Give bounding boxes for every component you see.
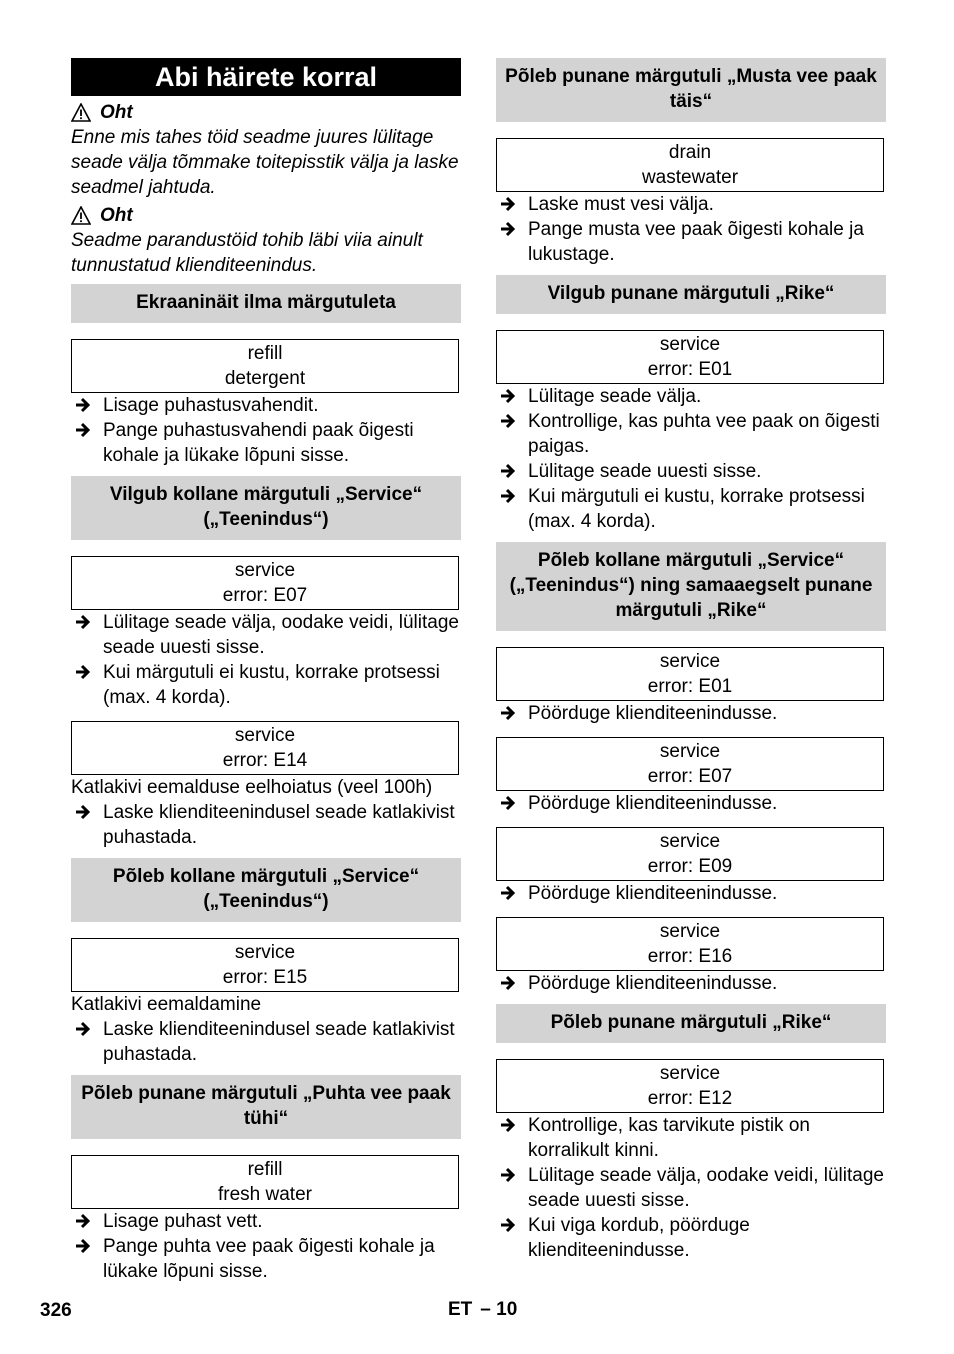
step-text: Kui märgutuli ei kustu, korrake protsessi (max. 4 korda).: [528, 486, 865, 532]
arrow-right-icon: [499, 885, 517, 901]
step-item: [71, 1209, 461, 1234]
arrow-right-icon: [499, 1167, 517, 1183]
step-item: [496, 701, 886, 726]
step-item: [71, 610, 461, 660]
step-text: Laske must vesi välja.: [528, 194, 714, 215]
warning-heading: [71, 100, 461, 125]
step-item: [71, 1017, 461, 1067]
display-line: service: [659, 741, 721, 762]
warning-heading: [71, 203, 461, 228]
display-line: error: E14: [222, 750, 308, 771]
step-text: Lülitage seade välja, oodake veidi, lülitage seade uuesti sisse.: [103, 612, 459, 658]
step-item: [71, 1234, 461, 1284]
arrow-right-icon: [74, 397, 92, 413]
step-text: Pöörduge klienditeenindusse.: [528, 793, 778, 814]
display-message-box: [496, 138, 884, 192]
step-text: Laske klienditeenindusel seade katlakivist puhastada.: [103, 802, 455, 848]
display-line: service: [234, 942, 296, 963]
display-message-box: [496, 1059, 884, 1113]
display-line: service: [659, 651, 721, 672]
display-line: service: [659, 831, 721, 852]
display-line: error: E07: [222, 585, 308, 606]
display-message-box: [71, 556, 459, 610]
step-text: Lülitage seade välja, oodake veidi, lülitage seade uuesti sisse.: [528, 1165, 884, 1211]
arrow-right-icon: [74, 1213, 92, 1229]
arrow-right-icon: [499, 463, 517, 479]
section-heading: Põleb punane märgutuli „Puhta vee paak tühi“: [71, 1075, 461, 1139]
display-line: fresh water: [218, 1184, 312, 1205]
step-item: [71, 660, 461, 710]
step-text: Pange puhta vee paak õigesti kohale ja lükake lõpuni sisse.: [103, 1236, 435, 1282]
warning-block: [71, 100, 461, 278]
arrow-right-icon: [499, 488, 517, 504]
step-item: [496, 384, 886, 409]
step-list: [496, 1113, 886, 1263]
step-text: Kontrollige, kas puhta vee paak on õigesti paigas.: [528, 411, 880, 457]
step-item: [71, 393, 461, 418]
display-message-box: [496, 647, 884, 701]
display-line: error: E07: [647, 766, 733, 787]
section-heading: Põleb kollane märgutuli „Service“ („Teenindus“) ning samaaegselt punane märgutuli „Rike“: [496, 542, 886, 631]
step-list: [71, 610, 461, 710]
step-text: Kui märgutuli ei kustu, korrake protsessi (max. 4 korda).: [103, 662, 440, 708]
step-list: [496, 881, 886, 906]
step-list: [496, 971, 886, 996]
left-column: [71, 58, 461, 1284]
step-text: Lülitage seade uuesti sisse.: [528, 461, 762, 482]
section-heading: Põleb punane märgutuli „Musta vee paak täis“: [496, 58, 886, 122]
arrow-right-icon: [74, 422, 92, 438]
step-list: [71, 1017, 461, 1067]
step-item: [496, 484, 886, 534]
step-list: [71, 1209, 461, 1284]
step-list: [496, 384, 886, 534]
step-item: [496, 459, 886, 484]
display-message-box: [71, 938, 459, 992]
warning-label: Oht: [100, 205, 133, 226]
step-text: Lülitage seade välja.: [528, 386, 702, 407]
arrow-right-icon: [499, 196, 517, 212]
section-heading: Ekraaninäit ilma märgutuleta: [71, 284, 461, 323]
step-list: [496, 192, 886, 267]
display-message-box: [496, 827, 884, 881]
footer-language: [448, 1297, 517, 1322]
step-text: Lisage puhastusvahendit.: [103, 395, 319, 416]
arrow-right-icon: [74, 1238, 92, 1254]
step-item: [496, 217, 886, 267]
arrow-right-icon: [74, 804, 92, 820]
display-line: error: E16: [647, 946, 733, 967]
section-heading: Vilgub kollane märgutuli „Service“ („Teenindus“): [71, 476, 461, 540]
display-line: service: [234, 725, 296, 746]
step-item: [496, 1213, 886, 1263]
section-heading: Põleb punane märgutuli „Rike“: [496, 1004, 886, 1043]
arrow-right-icon: [499, 705, 517, 721]
display-line: error: E09: [647, 856, 733, 877]
step-text: Pange musta vee paak õigesti kohale ja lukustage.: [528, 219, 864, 265]
arrow-right-icon: [499, 1217, 517, 1233]
warning-text: Enne mis tahes töid seadme juures lülitage seade välja tõmmake toitepisstik välja ja laske seadmel jahtuda.: [71, 127, 459, 198]
step-item: [71, 418, 461, 468]
step-text: Kontrollige, kas tarvikute pistik on korralikult kinni.: [528, 1115, 810, 1161]
step-item: [496, 192, 886, 217]
step-text: Kui viga kordub, pöörduge klienditeenindusse.: [528, 1215, 750, 1261]
section-heading: Vilgub punane märgutuli „Rike“: [496, 275, 886, 314]
section-page-number: – 10: [480, 1299, 518, 1320]
step-list: [71, 800, 461, 850]
display-message-box: [71, 339, 459, 393]
step-item: [496, 409, 886, 459]
display-line: drain: [668, 142, 712, 163]
arrow-right-icon: [499, 975, 517, 991]
step-text: Pöörduge klienditeenindusse.: [528, 883, 778, 904]
step-item: [496, 881, 886, 906]
arrow-right-icon: [499, 413, 517, 429]
display-line: refill: [247, 1159, 283, 1180]
warning-triangle-icon: [71, 103, 91, 123]
step-list: [496, 701, 886, 726]
section-heading: Põleb kollane märgutuli „Service“ („Teenindus“): [71, 858, 461, 922]
display-line: error: E12: [647, 1088, 733, 1109]
warning-text: Seadme parandustöid tohib läbi viia ainult tunnustatud klienditeenindus.: [71, 230, 423, 276]
display-message-box: [496, 737, 884, 791]
arrow-right-icon: [499, 1117, 517, 1133]
display-message-box: [71, 721, 459, 775]
display-message-box: [496, 917, 884, 971]
arrow-right-icon: [499, 795, 517, 811]
display-line: detergent: [224, 368, 306, 389]
display-line: service: [234, 560, 296, 581]
display-line: error: E15: [222, 967, 308, 988]
arrow-right-icon: [74, 664, 92, 680]
display-line: wastewater: [641, 167, 739, 188]
step-text: Lisage puhast vett.: [103, 1211, 263, 1232]
language-code: ET: [448, 1299, 473, 1320]
display-line: refill: [247, 343, 283, 364]
display-line: error: E01: [647, 676, 733, 697]
page-title: Abi häirete korral: [71, 58, 461, 96]
note-text: Katlakivi eemalduse eelhoiatus (veel 100h): [71, 777, 433, 798]
step-text: Laske klienditeenindusel seade katlakivist puhastada.: [103, 1019, 455, 1065]
display-line: service: [659, 921, 721, 942]
arrow-right-icon: [499, 221, 517, 237]
arrow-right-icon: [499, 388, 517, 404]
step-text: Pange puhastusvahendi paak õigesti kohale ja lükake lõpuni sisse.: [103, 420, 414, 466]
warning-label: Oht: [100, 102, 133, 123]
note-text: Katlakivi eemaldamine: [71, 994, 262, 1015]
arrow-right-icon: [74, 1021, 92, 1037]
step-item: [496, 1113, 886, 1163]
step-text: Pöörduge klienditeenindusse.: [528, 973, 778, 994]
step-list: [71, 393, 461, 468]
display-line: service: [659, 1063, 721, 1084]
arrow-right-icon: [74, 614, 92, 630]
step-item: [496, 791, 886, 816]
display-message-box: [71, 1155, 459, 1209]
display-message-box: [496, 330, 884, 384]
step-item: [496, 1163, 886, 1213]
display-line: error: E01: [647, 359, 733, 380]
warning-triangle-icon: [71, 206, 91, 226]
step-item: [496, 971, 886, 996]
right-column: [496, 58, 886, 1263]
display-line: service: [659, 334, 721, 355]
step-text: Pöörduge klienditeenindusse.: [528, 703, 778, 724]
step-item: [71, 800, 461, 850]
page-number: 326: [40, 1300, 72, 1321]
step-list: [496, 791, 886, 816]
